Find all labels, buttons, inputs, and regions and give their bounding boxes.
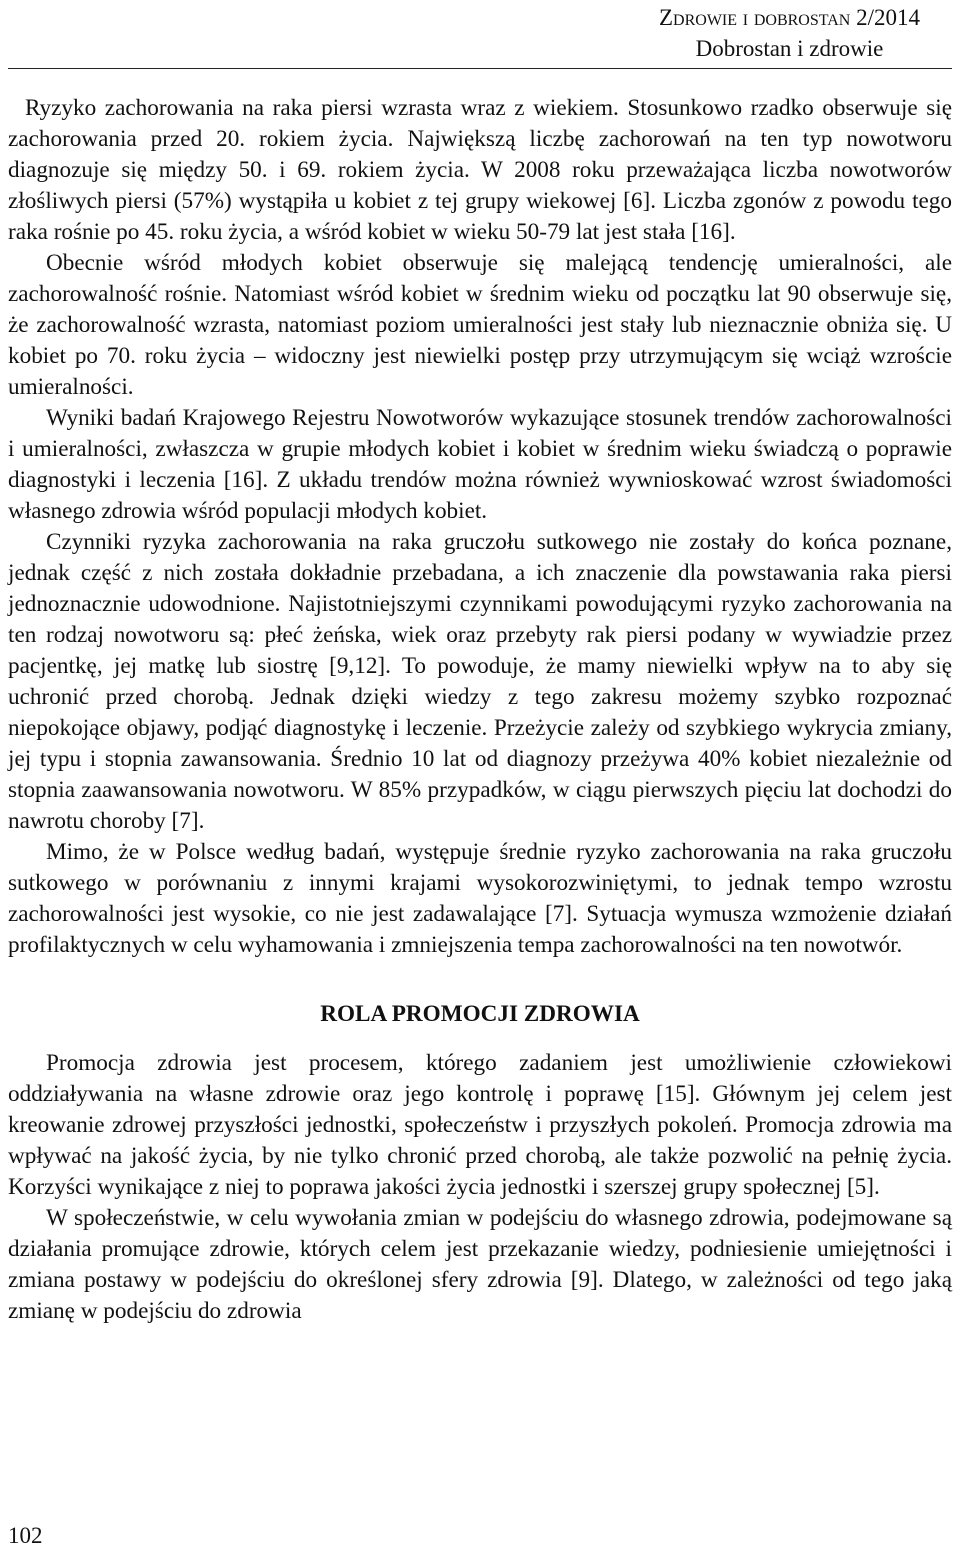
section-paragraph: W społeczeństwie, w celu wywołania zmian w podejściu do własnego zdrowia, podejmowane są działania promujące zdrowie, których celem jest przekazanie wiedzy, podniesienie umiejętności i zmiana postawy w podejściu do określonej sfery zdrowia [9]. Dlatego, w zależności od tego jaką zmianę w podejściu do zdrowia: [8, 1205, 952, 1324]
body-paragraph: Mimo, że w Polsce według badań, występuje średnie ryzyko zachorowania na raka gruczołu sutkowego w porównaniu z innymi krajami wysokorozwiniętymi, to jednak tempo wzrostu zachorowalności jest wysokie, co nie jest zadawalające [7]. Sytuacja wymusza wzmożenie działań profilaktycznych w celu wyhamowania i zmniejszenia tempa zachorowalności na ten nowotwór.: [8, 839, 952, 958]
journal-title: Zdrowie i dobrostan 2/2014: [658, 5, 920, 30]
article-body: [8, 93, 952, 1327]
body-paragraph: Ryzyko zachorowania na raka piersi wzrasta wraz z wiekiem. Stosunkowo rzadko obserwuje się zachorowania przed 20. rokiem życia. Największą liczbę zachorowań na ten typ nowotworu diagnozuje się między 50. i 69. rokiem życia. W 2008 roku przeważająca liczba nowotworów złośliwych piersi (57%) wystąpiła u kobiet z tej grupy wiekowej [6]. Liczba zgonów z powodu tego raka rośnie po 45. roku życia, a wśród kobiet w wieku 50-79 lat jest stała [16].: [8, 95, 952, 245]
body-paragraph: Obecnie wśród młodych kobiet obserwuje się malejącą tendencję umieralności, ale zachorowalność rośnie. Natomiast wśród kobiet w średnim wieku od początku lat 90 obserwuje się, że zachorowalność wzrasta, natomiast poziom umieralności jest stały lub nieznacznie obniża się. U kobiet po 70. roku życia – widoczny jest niewielki postęp przy utrzymującym się wciąż wzroście umieralności.: [8, 250, 952, 400]
header-divider: [8, 68, 952, 69]
body-paragraph: Wyniki badań Krajowego Rejestru Nowotworów wykazujące stosunek trendów zachorowalności i umieralności, zwłaszcza w grupie młodych kobiet i kobiet w średnim wieku świadczą o poprawie diagnostyki i leczenia [16]. Z układu trendów można również wywnioskować wzrost świadomości własnego zdrowia wśród populacji młodych kobiet.: [8, 405, 952, 524]
page-number: 102: [8, 1523, 43, 1548]
section-heading: ROLA PROMOCJI ZDROWIA: [320, 1001, 640, 1027]
section-paragraph: Promocja zdrowia jest procesem, którego zadaniem jest umożliwienie człowiekowi oddziaływania na własne zdrowie oraz jego kontrolę i poprawę [15]. Głównym jej celem jest kreowanie zdrowej przyszłości jednostki, społeczeństw i przyszłych pokoleń. Promocja zdrowia ma wpływać na jakość życia, by nie tylko chronić przed chorobą, ale także pozwolić na pełnię życia. Korzyści wynikające z niej to poprawa jakości życia jednostki i szerszej grupy społecznej [5].: [8, 1050, 952, 1200]
journal-subtitle: Dobrostan i zdrowie: [695, 36, 884, 61]
running-header: [659, 2, 920, 64]
body-paragraph: Czynniki ryzyka zachorowania na raka gruczołu sutkowego nie zostały do końca poznane, jednak część z nich została dokładnie przebadana, a ich znaczenie dla powstawania raka piersi jednoznacznie udowodnione. Najistotniejszymi czynnikami powodującymi ryzyko zachorowania na ten rodzaj nowotworu są: płeć żeńska, wiek oraz przebyty rak piersi podany w wywiadzie przez pacjentkę, jej matkę lub siostrę [9,12]. To powoduje, że mamy niewielki wpływ na to aby się uchronić przed chorobą. Jednak dzięki wiedzy z tego zakresu możemy szybko rozpoznać niepokojące objawy, podjąć diagnostykę i leczenie. Przeżycie zależy od szybkiego wykrycia zmiany, jej typu i stopnia zawansowania. Średnio 10 lat od diagnozy przeżywa 40% kobiet niezależnie od stopnia zaawansowania nowotworu. W 85% przypadków, w ciągu pierwszych pięciu lat dochodzi do nawrotu choroby [7].: [8, 529, 952, 834]
